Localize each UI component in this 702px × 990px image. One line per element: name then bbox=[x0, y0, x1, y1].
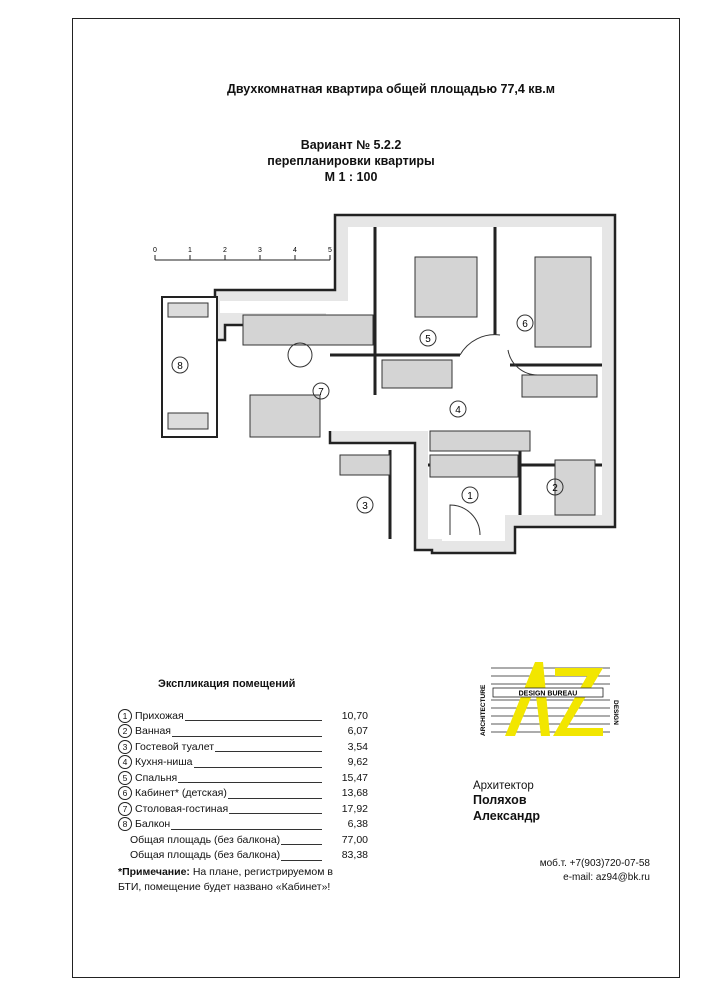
bed bbox=[415, 257, 477, 317]
leader-line bbox=[194, 757, 322, 768]
room-area: 3,54 bbox=[347, 740, 368, 753]
room-name: Гостевой туалет bbox=[135, 740, 215, 753]
bath-fixture bbox=[340, 455, 390, 475]
room-number-8: 8 bbox=[177, 361, 183, 372]
total-area: 83,38 bbox=[341, 849, 368, 862]
room-number-6: 6 bbox=[522, 319, 528, 330]
room-row bbox=[118, 739, 368, 755]
room-row bbox=[118, 786, 368, 802]
total-area: 77,00 bbox=[341, 833, 368, 846]
logo-letter-a bbox=[505, 662, 550, 736]
room-name: Балкон bbox=[135, 818, 171, 831]
leader-line bbox=[185, 710, 322, 721]
scale-tick-1: 1 bbox=[188, 247, 192, 254]
note-label: *Примечание: bbox=[118, 866, 190, 878]
scale-label: М 1 : 100 bbox=[324, 170, 378, 184]
room-number-badge: 5 bbox=[118, 771, 132, 785]
room-number-badge: 6 bbox=[118, 786, 132, 800]
logo-left-text: ARCHITECTURE bbox=[480, 684, 487, 736]
sofa-bed bbox=[535, 257, 591, 347]
scale-tick-0: 0 bbox=[153, 247, 157, 254]
scale-tick-2: 2 bbox=[223, 247, 227, 254]
total-label: Общая площадь (без балкона) bbox=[130, 849, 281, 862]
room-area: 13,68 bbox=[341, 787, 368, 800]
room-row bbox=[118, 708, 368, 724]
phone-number: моб.т. +7(903)720-07-58 bbox=[539, 858, 650, 869]
room-row bbox=[118, 724, 368, 740]
room-number-badge: 3 bbox=[118, 740, 132, 754]
contacts bbox=[470, 857, 650, 885]
room-area: 15,47 bbox=[341, 771, 368, 784]
leader-line bbox=[215, 741, 322, 752]
email-address: e-mail: az94@bk.ru bbox=[563, 872, 650, 883]
author-firstname: Александр bbox=[473, 809, 541, 823]
scale-bar bbox=[153, 247, 332, 260]
room-number-1: 1 bbox=[467, 491, 473, 502]
room-row bbox=[118, 817, 368, 833]
leader-line bbox=[281, 850, 322, 861]
explication-heading: Экспликация помещений bbox=[158, 678, 296, 690]
total-label: Общая площадь (без балкона) bbox=[130, 833, 281, 846]
scale-tick-5: 5 bbox=[328, 247, 332, 254]
room-area: 17,92 bbox=[341, 802, 368, 815]
room-number-badge: 2 bbox=[118, 724, 132, 738]
total-row bbox=[118, 848, 368, 864]
author-surname: Поляхов bbox=[473, 793, 527, 807]
room-area: 6,07 bbox=[347, 725, 368, 738]
bathtub bbox=[555, 460, 595, 515]
room-row bbox=[118, 755, 368, 771]
room-number-7: 7 bbox=[318, 387, 324, 398]
room-name: Ванная bbox=[135, 725, 171, 738]
leader-line bbox=[172, 726, 322, 737]
author-block bbox=[473, 780, 540, 824]
room-area: 9,62 bbox=[347, 756, 368, 769]
room-number-badge: 8 bbox=[118, 817, 132, 831]
wardrobe-2 bbox=[522, 375, 597, 397]
room-number-5: 5 bbox=[425, 334, 431, 345]
room-number-4: 4 bbox=[455, 405, 461, 416]
design-bureau-logo bbox=[475, 658, 620, 744]
scale-tick-3: 3 bbox=[258, 247, 262, 254]
leader-line bbox=[171, 819, 322, 830]
room-list bbox=[118, 708, 368, 832]
room-number-badge: 4 bbox=[118, 755, 132, 769]
area-totals bbox=[118, 832, 368, 863]
room-name: Кабинет* (детская) bbox=[135, 787, 227, 800]
room-number-3: 3 bbox=[362, 501, 368, 512]
room-name: Прихожая bbox=[135, 709, 184, 722]
logo-band-text: DESIGN BUREAU bbox=[518, 690, 578, 698]
room-explication bbox=[118, 678, 368, 895]
room-area: 6,38 bbox=[347, 818, 368, 831]
room-row bbox=[118, 770, 368, 786]
room-name: Столовая-гостиная bbox=[135, 802, 229, 815]
variant-subtitle: перепланировки квартиры bbox=[267, 154, 435, 168]
logo-letter-z bbox=[553, 668, 603, 736]
dining-table bbox=[250, 395, 320, 437]
logo-right-text: DESIGN bbox=[612, 700, 619, 725]
note bbox=[118, 865, 338, 895]
closet bbox=[430, 455, 518, 477]
leader-line bbox=[228, 788, 322, 799]
page-title: Двухкомнатная квартира общей площадью 77,4 кв.м bbox=[227, 82, 555, 96]
room-number-badge: 1 bbox=[118, 709, 132, 723]
room-row bbox=[118, 801, 368, 817]
author-role: Архитектор bbox=[473, 780, 534, 792]
room-name: Спальня bbox=[135, 771, 178, 784]
sofa bbox=[243, 315, 373, 345]
room-area: 10,70 bbox=[341, 709, 368, 722]
note-text: На плане, регистрируемом в БТИ, помещение будет названо «Кабинет»! bbox=[118, 866, 333, 893]
total-row bbox=[118, 832, 368, 848]
kitchen-counter bbox=[430, 431, 530, 451]
wardrobe bbox=[382, 360, 452, 388]
room-number-badge: 7 bbox=[118, 802, 132, 816]
leader-line bbox=[229, 803, 322, 814]
room-number-2: 2 bbox=[552, 483, 558, 494]
leader-line bbox=[178, 772, 322, 783]
scale-tick-4: 4 bbox=[293, 247, 297, 254]
room-name: Кухня-ниша bbox=[135, 756, 193, 769]
leader-line bbox=[281, 834, 322, 845]
floor-plan bbox=[150, 205, 630, 575]
variant-label: Вариант № 5.2.2 bbox=[300, 138, 402, 152]
